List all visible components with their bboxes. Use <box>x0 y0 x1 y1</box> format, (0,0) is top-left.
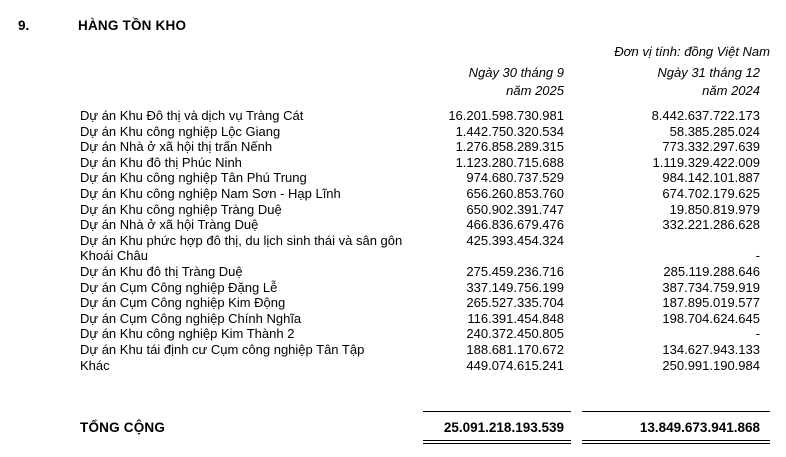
column-header-prior-period <box>600 64 760 100</box>
row-label: Dự án Khu công nghiệp Tân Phú Trung <box>80 170 307 186</box>
column-header-current-period <box>404 64 564 100</box>
total-row <box>0 420 786 440</box>
row-value-current: 425.393.454.324 <box>466 232 564 248</box>
table-row <box>0 264 786 280</box>
note-heading <box>0 18 786 38</box>
total-rule-top-current <box>423 411 571 412</box>
row-label: Dự án Khu đô thị Phúc Ninh <box>80 154 242 170</box>
row-value-prior: 1.119.329.422.009 <box>652 154 760 170</box>
table-row <box>0 170 786 186</box>
row-value-current: 1.123.280.715.688 <box>455 154 564 170</box>
row-value-prior: 773.332.297.639 <box>662 139 760 155</box>
row-label: Dự án Khu công nghiệp Nam Sơn - Hạp Lĩnh <box>80 185 341 201</box>
column-header-line1: Ngày 31 tháng 12 <box>657 65 760 80</box>
row-label: Dự án Khu phức hợp đô thị, du lịch sinh thái và sân gôn Khoái Châu <box>80 232 403 264</box>
row-value-prior: - <box>755 248 760 264</box>
table-row <box>0 295 786 311</box>
total-value-current: 25.091.218.193.539 <box>443 420 564 435</box>
table-row <box>0 358 786 374</box>
unit-note: Đơn vị tính: đồng Việt Nam <box>614 44 770 59</box>
row-value-current: 188.681.170.672 <box>466 341 564 357</box>
row-value-prior: 19.850.819.979 <box>669 201 760 217</box>
row-label: Dự án Khu công nghiệp Kim Thành 2 <box>80 326 295 342</box>
row-label: Dự án Cụm Công nghiệp Đặng Lễ <box>80 279 278 295</box>
row-label: Dự án Khu Đô thị và dịch vụ Tràng Cát <box>80 108 304 123</box>
column-header-line2: năm 2025 <box>506 83 564 98</box>
row-value-prior: 134.627.943.133 <box>662 341 760 357</box>
total-rule-bottom-prior-2 <box>582 443 770 444</box>
table-row <box>0 311 786 327</box>
row-value-current: 466.836.679.476 <box>466 217 564 233</box>
row-value-prior: - <box>755 326 760 342</box>
row-value-prior: 187.895.019.577 <box>662 295 760 311</box>
total-rule-bottom-current-1 <box>423 440 571 441</box>
row-value-current: 656.260.853.760 <box>466 185 564 201</box>
row-value-prior: 387.734.759.919 <box>662 279 760 295</box>
total-rule-bottom-current-2 <box>423 443 571 444</box>
table-row <box>0 342 786 358</box>
row-label: Dự án Nhà ở xã hội thị trấn Nếnh <box>80 139 273 155</box>
table-row <box>0 139 786 155</box>
row-value-current: 974.680.737.529 <box>466 170 564 186</box>
column-header-line2: năm 2024 <box>702 83 760 98</box>
row-label: Dự án Khu đô thị Tràng Duệ <box>80 263 243 279</box>
row-value-prior: 8.442.637.722.173 <box>651 108 760 123</box>
row-value-current: 16.201.598.730.981 <box>448 108 564 123</box>
note-number: 9. <box>18 18 30 33</box>
total-value-prior: 13.849.673.941.868 <box>639 420 760 435</box>
total-rule-bottom-prior-1 <box>582 440 770 441</box>
table-row <box>0 326 786 342</box>
column-headers <box>0 64 786 102</box>
row-value-prior: 674.702.179.625 <box>662 185 760 201</box>
table-row <box>0 108 786 124</box>
table-row <box>0 202 786 218</box>
row-value-prior: 332.221.286.628 <box>662 217 760 233</box>
table-row <box>0 155 786 171</box>
row-value-current: 1.442.750.320.534 <box>455 123 564 139</box>
total-rule-top-prior <box>582 411 770 412</box>
page-title: HÀNG TỒN KHO <box>78 18 187 33</box>
row-label: Dự án Cụm Công nghiệp Kim Động <box>80 295 286 311</box>
row-label: Khác <box>80 357 110 373</box>
table-row <box>0 186 786 202</box>
row-label: Dự án Khu tái định cư Cụm công nghiệp Tân Tập <box>80 341 365 357</box>
row-label: Dự án Khu công nghiệp Tràng Duệ <box>80 201 282 217</box>
row-label: Dự án Cụm Công nghiệp Chính Nghĩa <box>80 310 302 326</box>
row-value-prior: 984.142.101.887 <box>662 170 760 186</box>
total-label: TỔNG CỘNG <box>80 420 166 435</box>
row-label: Dự án Nhà ở xã hội Tràng Duệ <box>80 217 259 233</box>
row-value-current: 449.074.615.241 <box>466 357 564 373</box>
inventory-table-body <box>0 108 786 373</box>
table-row <box>0 233 786 264</box>
row-label: Dự án Khu công nghiệp Lộc Giang <box>80 123 281 139</box>
row-value-current: 275.459.236.716 <box>466 263 564 279</box>
row-value-prior: 285.119.288.646 <box>663 263 760 279</box>
row-value-current: 337.149.756.199 <box>466 279 564 295</box>
row-value-current: 240.372.450.805 <box>466 326 564 342</box>
row-value-prior: 198.704.624.645 <box>662 310 760 326</box>
row-value-current: 650.902.391.747 <box>466 201 564 217</box>
column-header-line1: Ngày 30 tháng 9 <box>468 65 564 80</box>
row-value-prior: 250.991.190.984 <box>662 357 760 373</box>
row-value-current: 116.391.454.848 <box>467 310 564 326</box>
row-value-current: 265.527.335.704 <box>466 295 564 311</box>
table-row <box>0 217 786 233</box>
row-value-prior: 58.385.285.024 <box>669 123 760 139</box>
table-row <box>0 280 786 296</box>
table-row <box>0 124 786 140</box>
row-value-current: 1.276.858.289.315 <box>455 139 564 155</box>
